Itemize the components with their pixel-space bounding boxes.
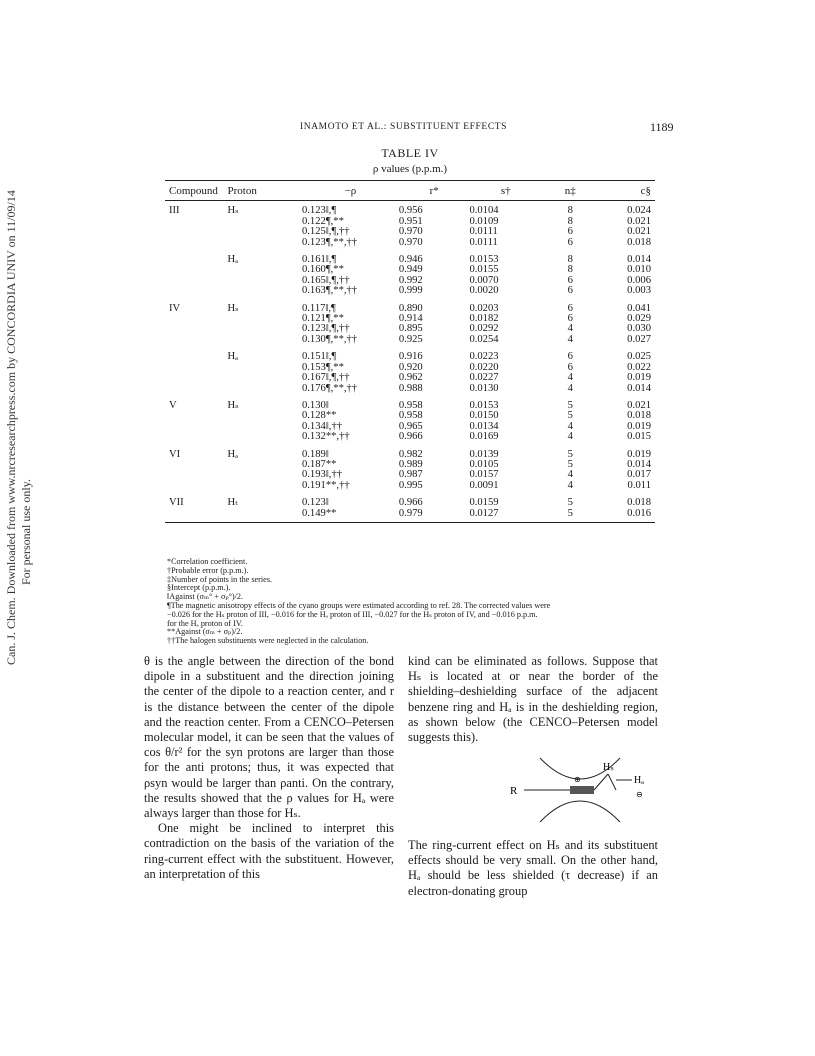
table-value: 0.021	[627, 226, 651, 238]
table-value: 0.134‖,††	[301, 420, 343, 432]
table-value: 0.003	[627, 285, 651, 297]
rho-cell	[288, 248, 399, 297]
n-cell	[542, 394, 598, 443]
r-cell	[399, 345, 470, 394]
table-value: 0.0169	[469, 431, 499, 443]
table-row	[165, 345, 655, 394]
table-value: 0.925	[398, 333, 423, 345]
n-cell	[542, 248, 598, 297]
table-value: 0.153¶,**	[301, 361, 344, 373]
proton-cell: Hₛ	[227, 205, 239, 217]
table-value: 6	[567, 236, 573, 248]
table-value: 0.987	[398, 469, 423, 481]
compound-cell	[165, 345, 228, 394]
table-value: 0.949	[398, 264, 423, 276]
table-value: 0.167‖,¶,††	[301, 372, 350, 384]
footnote: *Correlation coefficient.	[167, 557, 248, 566]
plus-sign: ⊕	[574, 775, 581, 784]
table-value: 0.0223	[469, 351, 499, 363]
table-value: 6	[567, 285, 573, 297]
table-value: 0.992	[398, 274, 423, 286]
table-value: 0.011	[627, 479, 651, 491]
r-cell	[399, 394, 470, 443]
table-value: 0.0227	[469, 372, 499, 384]
table-value: 6	[567, 313, 573, 325]
left-paragraph-1: θ is the angle between the direction of the bond dipole in a substituent and the direction joining the center of the dipole to a reaction center, and r is the distance between the center of the dipole and the reaction center. From a CENCO–Petersen molecular model, it can be seen that the values of cos θ/r² for the syn protons are larger than those for the anti protons; thus, it was expected that ρsyn would be larger than ρanti. On the contrary, the results showed that the ρ values for Hₐ were always larger than those for Hₛ.	[144, 654, 394, 821]
table-value: 0.014	[627, 458, 651, 470]
table-value: 4	[567, 333, 573, 345]
table-value: 0.176¶,**,††	[301, 382, 358, 394]
right-column-bottom	[408, 838, 658, 899]
table-value: 0.965	[398, 420, 423, 432]
n-cell	[542, 491, 598, 522]
right-column-top	[408, 654, 658, 745]
table-value: 8	[567, 264, 573, 276]
table-value: 0.0134	[469, 420, 499, 432]
n-cell	[542, 345, 598, 394]
table-row	[165, 248, 655, 297]
table-row	[165, 443, 655, 492]
table-value: 0.122¶,**	[301, 215, 344, 227]
r-cell	[399, 248, 470, 297]
table-value: 0.019	[627, 372, 651, 384]
table-value: 0.006	[627, 274, 651, 286]
s-cell	[469, 201, 542, 248]
compound-cell	[165, 248, 228, 297]
right-paragraph-1: kind can be eliminated as follows. Suppose that Hₛ is located at or near the border of the shielding–deshielding surface of the adjacent benzene ring and Hₐ is in the deshielding region, as shown below (the CENCO–Petersen model suggests this).	[408, 654, 658, 745]
table-value: 6	[567, 361, 573, 373]
footnote: −0.026 for the Hₛ proton of III, −0.016 for the Hₐ proton of III, −0.027 for the Hₛ proton of IV, and −0.016 p.p.m.	[167, 609, 538, 619]
table-value: 0.0203	[469, 302, 499, 314]
s-cell	[469, 491, 542, 522]
table-value: 0.966	[398, 497, 423, 509]
table-value: 0.970	[398, 226, 423, 238]
table-value: 0.163¶,**,††	[301, 285, 358, 297]
rho-cell	[288, 443, 399, 492]
table-value: 4	[567, 479, 573, 491]
table-value: 0.193‖,††	[301, 469, 343, 481]
table-value: 0.0157	[469, 469, 499, 481]
rho-cell	[288, 394, 399, 443]
footnote: **Against (σₘ + σₚ)/2.	[167, 627, 243, 637]
header-s: s†	[469, 181, 542, 201]
table-value: 0.018	[627, 410, 651, 422]
molecular-diagram	[500, 752, 680, 828]
table-value: 0.0159	[469, 497, 499, 509]
s-cell	[469, 297, 542, 346]
footnote: †Probable error (p.p.m.).	[167, 565, 249, 575]
table-subtitle: ρ values (p.p.m.)	[372, 163, 448, 175]
table-value: 0.966	[398, 431, 423, 443]
ring-bond	[608, 774, 616, 790]
r-cell	[399, 297, 470, 346]
table-value: 6	[567, 274, 573, 286]
table-value: 0.989	[398, 458, 423, 470]
table-value: 0.0220	[469, 361, 499, 373]
left-column	[144, 654, 394, 882]
table-value: 0.0182	[469, 313, 499, 325]
table-value: 0.890	[398, 302, 423, 314]
label-r: R	[510, 785, 518, 797]
header-r: r*	[399, 181, 470, 201]
r-cell	[399, 201, 470, 248]
table-header-row	[165, 181, 655, 201]
table-value: 5	[567, 448, 573, 460]
table-value: 4	[567, 382, 573, 394]
rho-cell	[288, 201, 399, 248]
hatched-bond	[570, 786, 594, 794]
right-paragraph-2: The ring-current effect on Hₛ and its substituent effects should be very small. On the other hand, Hₐ should be less shielded (τ decrease) if an electron-donating group	[408, 838, 658, 898]
table-value: 5	[567, 410, 573, 422]
table-value: 0.128**	[301, 410, 337, 422]
table-body	[165, 201, 655, 523]
table-value: 0.0292	[469, 323, 499, 335]
table-value: 0.0104	[469, 205, 499, 217]
c-cell	[598, 443, 655, 492]
table-value: 0.117‖,¶	[301, 302, 336, 314]
table-value: 0.021	[627, 399, 651, 411]
table-value: 0.121¶,**	[301, 313, 344, 325]
table-value: 0.010	[627, 264, 651, 276]
table-value: 4	[567, 431, 573, 443]
table-value: 0.0109	[469, 215, 499, 227]
table-value: 0.0020	[469, 285, 499, 297]
running-head: INAMOTO ET AL.: SUBSTITUENT EFFECTS	[300, 122, 508, 132]
table-value: 0.018	[627, 497, 651, 509]
table-value: 8	[567, 254, 573, 266]
n-cell	[542, 443, 598, 492]
header-proton: Proton	[228, 181, 288, 201]
footnote: ‖Against (σₘ° + σₚ°)/2.	[167, 592, 244, 602]
table-value: 0.125‖,¶,††	[301, 226, 350, 238]
table-value: 0.029	[627, 313, 651, 325]
hs-bond	[594, 774, 608, 790]
table-value: 0.979	[398, 507, 423, 519]
table-value: 0.027	[627, 333, 651, 345]
table-value: 0.132**,††	[301, 431, 350, 443]
r-cell	[399, 443, 470, 492]
table-value: 0.189‖	[301, 448, 329, 460]
table-value: 0.914	[398, 313, 423, 325]
label-ha: Hₐ	[634, 775, 644, 786]
table-value: 4	[567, 372, 573, 384]
watermark-line-2: For personal use only.	[19, 479, 33, 585]
table-footnotes	[167, 558, 657, 646]
table-value: 0.015	[627, 431, 651, 443]
table-value: 0.014	[627, 254, 651, 266]
r-cell	[399, 491, 470, 522]
table-value: 6	[567, 302, 573, 314]
table-value: 4	[567, 323, 573, 335]
c-cell	[598, 394, 655, 443]
table-value: 8	[567, 205, 573, 217]
table-row	[165, 297, 655, 346]
n-cell	[542, 201, 598, 248]
table-value: 0.130‖	[301, 399, 329, 411]
table-value: 0.160¶,**	[301, 264, 344, 276]
table-value: 0.151‖,¶	[301, 351, 337, 363]
table-value: 0.0130	[469, 382, 499, 394]
table-value: 5	[567, 497, 573, 509]
table-value: 0.982	[398, 448, 423, 460]
table-row	[165, 394, 655, 443]
table-value: 0.019	[627, 448, 651, 460]
c-cell	[598, 491, 655, 522]
s-cell	[469, 345, 542, 394]
proton-cell: Hₛ	[227, 302, 239, 314]
table-value: 0.165‖,¶,††	[301, 274, 350, 286]
table-value: 0.995	[398, 479, 423, 491]
table-value: 0.130¶,**,††	[301, 333, 358, 345]
s-cell	[469, 443, 542, 492]
c-cell	[598, 345, 655, 394]
left-paragraph-2: One might be inclined to interpret this contradiction on the basis of the variation of the ring-current effect with the substituent. However, an interpretation of this	[144, 821, 394, 881]
table-value: 0.956	[398, 205, 423, 217]
proton-cell: Hₛ	[227, 399, 239, 411]
table-value: 0.019	[627, 420, 651, 432]
table-value: 0.149**	[301, 507, 337, 519]
table-value: 0.021	[627, 215, 651, 227]
table-value: 0.0111	[469, 236, 498, 248]
table-value: 0.022	[627, 361, 651, 373]
header-n: n‡	[542, 181, 598, 201]
compound-cell: VII	[165, 491, 228, 522]
table-value: 0.920	[398, 361, 423, 373]
table-value: 0.0150	[469, 410, 499, 422]
footnote: §Intercept (p.p.m.).	[167, 583, 231, 593]
rho-cell	[288, 345, 399, 394]
table-value: 0.014	[627, 382, 651, 394]
table-value: 0.0153	[469, 254, 499, 266]
c-cell	[598, 248, 655, 297]
table-value: 0.999	[398, 285, 423, 297]
watermark-line-1: Can. J. Chem. Downloaded from www.nrcresearchpress.com by CONCORDIA UNIV on 11/09/14	[4, 190, 18, 665]
n-cell	[542, 297, 598, 346]
download-watermark	[0, 190, 36, 675]
proton-cell: Hₐ	[227, 351, 239, 363]
table-value: 6	[567, 226, 573, 238]
table-value: 0.0127	[469, 507, 499, 519]
table-value: 0.0153	[469, 399, 499, 411]
table-value: 5	[567, 458, 573, 470]
rho-cell	[288, 297, 399, 346]
header-c: c§	[598, 181, 655, 201]
table-value: 0.123‖,¶,††	[301, 323, 350, 335]
table-value: 0.0091	[469, 479, 499, 491]
c-cell	[598, 297, 655, 346]
proton-cell: Hₜ	[228, 491, 288, 522]
table-value: 4	[567, 469, 573, 481]
compound-cell: V	[169, 399, 177, 411]
curve-bottom	[540, 801, 620, 822]
table-value: 0.988	[398, 382, 423, 394]
table-value: 0.123¶,**,††	[301, 236, 358, 248]
table-value: 0.0070	[469, 274, 499, 286]
table-value: 0.016	[627, 507, 651, 519]
label-hs: Hₛ	[603, 762, 614, 773]
proton-cell: Hₐ	[227, 254, 239, 266]
table-title: TABLE IV	[381, 146, 439, 160]
table-value: 0.123‖	[301, 497, 329, 509]
table-value: 5	[567, 399, 573, 411]
table-value: 0.025	[627, 351, 651, 363]
header-compound: Compound	[165, 181, 228, 201]
table-value: 0.895	[398, 323, 423, 335]
page-number: 1189	[650, 120, 674, 134]
footnote: ¶The magnetic anisotropy effects of the cyano groups were estimated according to ref. 28. The corrected values were	[167, 600, 551, 610]
table-value: 0.041	[627, 302, 651, 314]
table-value: 0.123‖,¶	[301, 205, 337, 217]
table-value: 0.0155	[469, 264, 499, 276]
compound-cell: III	[169, 205, 180, 217]
proton-cell: Hₐ	[227, 448, 239, 460]
table-value: 0.018	[627, 236, 651, 248]
footnote: ‡Number of points in the series.	[167, 574, 273, 584]
table-value: 0.024	[627, 205, 651, 217]
table-value: 0.161‖,¶	[301, 254, 337, 266]
table-value: 0.017	[627, 469, 651, 481]
table-value: 4	[567, 420, 573, 432]
table-value: 0.0254	[469, 333, 499, 345]
table-value: 0.187**	[301, 458, 337, 470]
table-value: 0.0105	[469, 458, 499, 470]
compound-cell: IV	[169, 302, 181, 314]
table-value: 6	[567, 351, 573, 363]
table-row	[165, 201, 655, 248]
table-value: 0.958	[398, 399, 423, 411]
table-value: 5	[567, 507, 573, 519]
table-value: 8	[567, 215, 573, 227]
table-value: 0.0111	[469, 226, 498, 238]
s-cell	[469, 248, 542, 297]
table-value: 0.970	[398, 236, 423, 248]
table-value: 0.951	[398, 215, 423, 227]
table-value: 0.916	[398, 351, 423, 363]
footnote: ††The halogen substituents were neglected in the calculation.	[167, 636, 369, 646]
table-value: 0.0139	[469, 448, 499, 460]
minus-sign: ⊖	[636, 790, 643, 799]
table-value: 0.946	[398, 254, 423, 266]
header-rho: −ρ	[288, 181, 399, 201]
table-row	[165, 491, 655, 522]
table-value: 0.191**,††	[301, 479, 350, 491]
rho-cell	[288, 491, 399, 522]
s-cell	[469, 394, 542, 443]
table-value: 0.030	[627, 323, 651, 335]
table-value: 0.962	[398, 372, 423, 384]
c-cell	[598, 201, 655, 248]
compound-cell: VI	[169, 448, 181, 460]
table-value: 0.958	[398, 410, 423, 422]
rho-values-table	[165, 180, 655, 523]
footnote: for the Hₐ proton of IV.	[167, 618, 243, 628]
